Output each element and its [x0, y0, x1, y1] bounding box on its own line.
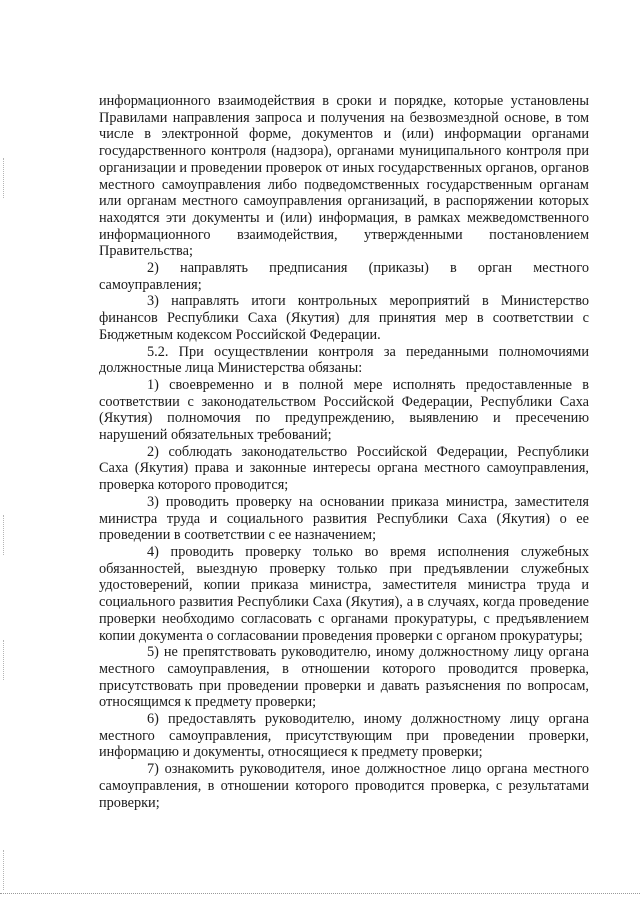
paragraph-continuation: информационного взаимодействия в сроки и порядке, которые установлены Правилами направления запроса и получения на безвозмездной основе, в том числе в электронной форме, документов и (или) информации органами государственного контроля (надзора), органами муниципального контроля при организации и проведении проверок от иных государственных органов, органов местного самоуправления либо подведомственных государственным органам или органам местного самоуправления организаций, в распоряжении которых находятся эти документы и (или) информация, в рамках межведомственного информационного взаимодействия, утвержденными постановлением Правительства;: [99, 93, 589, 260]
paragraph-duty-6: 6) предоставлять руководителю, иному должностному лицу органа местного самоуправления, присутствующим при проведении проверки, информацию и документы, относящиеся к предмету проверки;: [99, 711, 589, 761]
scan-bottom-edge: [0, 893, 640, 894]
paragraph-section-5-2: 5.2. При осуществлении контроля за переданными полномочиями должностные лица Министерства обязаны:: [99, 343, 589, 377]
paragraph-duty-1: 1) своевременно и в полной мере исполнять предоставленные в соответствии с законодательством Российской Федерации, Республики Саха (Якутия) полномочия по предупреждению, выявлению и пресечению нарушений обязательных требований;: [99, 376, 589, 444]
paragraph-duty-2: 2) соблюдать законодательство Российской Федерации, Республики Саха (Якутия) права и законные интересы органа местного самоуправления, проверка которого проводится;: [99, 443, 589, 494]
paragraph-duty-7: 7) ознакомить руководителя, иное должностное лицо органа местного самоуправления, в отношении которого проводится проверка, с результатами проверки;: [99, 761, 589, 811]
scan-margin-marks: [3, 0, 7, 905]
document-page: [99, 93, 589, 811]
paragraph-item-2: 2) направлять предписания (приказы) в орган местного самоуправления;: [99, 260, 589, 293]
paragraph-duty-4: 4) проводить проверку только во время исполнения служебных обязанностей, выездную проверку только при предъявлении служебных удостоверений, копии приказа министра, заместителя министра труда и социального развития Республики Саха (Якутия), а в случаях, когда проведение проверки необходимо согласовать с органами прокуратуры, с предъявлением копии документа о согласовании проведения проверки с органом прокуратуры;: [99, 543, 589, 644]
paragraph-duty-5: 5) не препятствовать руководителю, иному должностному лицу органа местного самоуправления, в отношении которого проводится проверка, присутствовать при проведении проверки и давать разъяснения по вопросам, относящимся к предмету проверки;: [99, 644, 589, 711]
paragraph-item-3: 3) направлять итоги контрольных мероприятий в Министерство финансов Республики Саха (Якутия) для принятия мер в соответствии с Бюджетным кодексом Российской Федерации.: [99, 293, 589, 343]
paragraph-duty-3: 3) проводить проверку на основании приказа министра, заместителя министра труда и социального развития Республики Саха (Якутия) о ее проведении в соответствии с ее назначением;: [99, 493, 589, 544]
